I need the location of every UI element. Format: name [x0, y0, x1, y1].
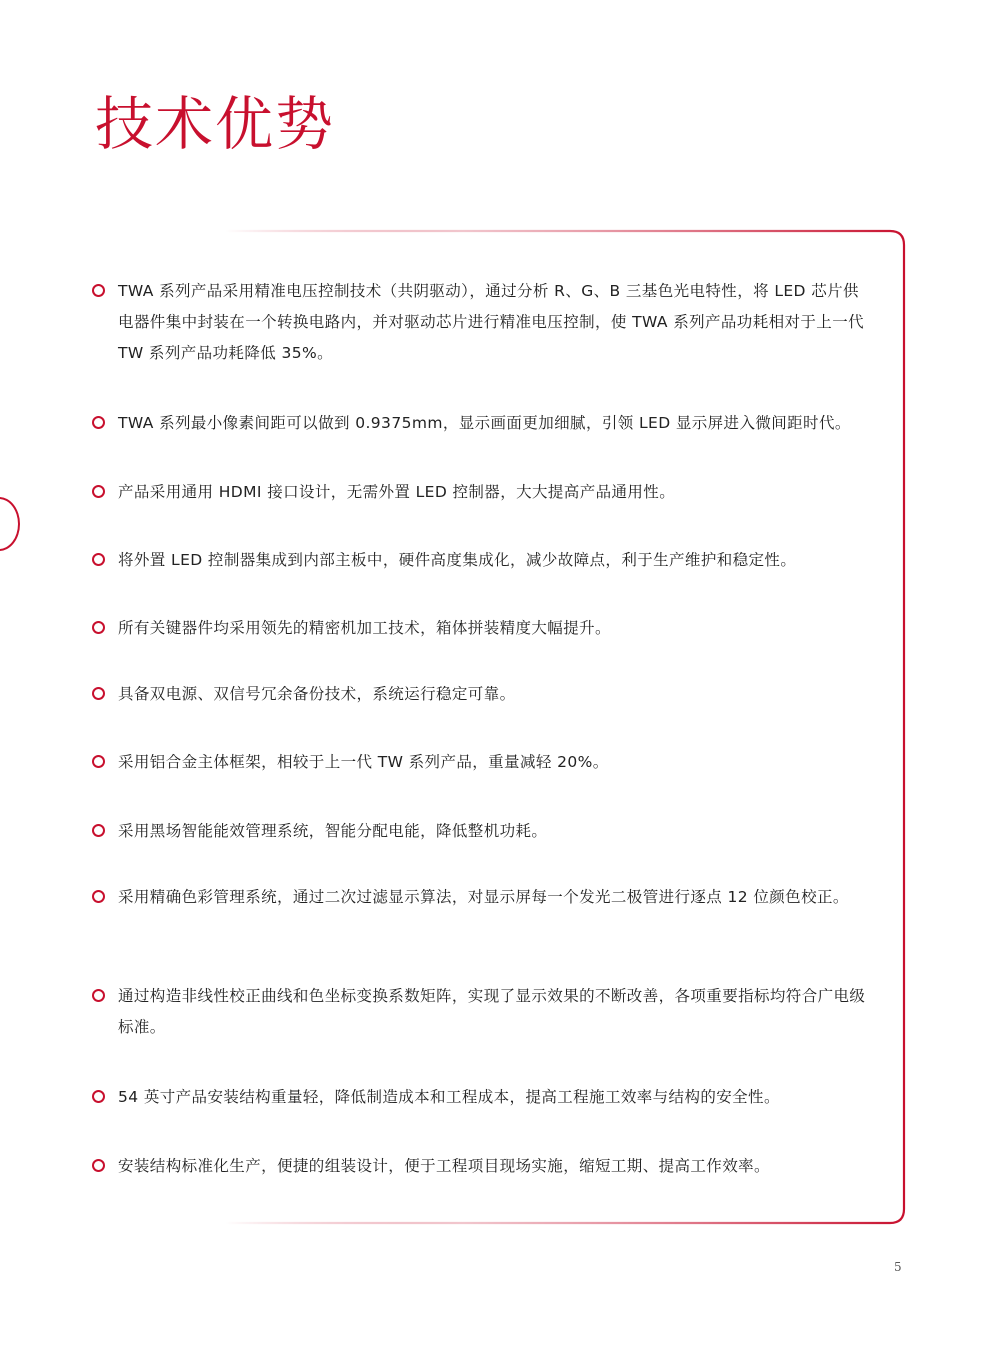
list-item-text: 具备双电源、双信号冗余备份技术，系统运行稳定可靠。	[118, 685, 516, 703]
list-item	[92, 981, 872, 1043]
circle-bullet-icon	[92, 687, 105, 700]
list-item	[92, 477, 872, 508]
circle-bullet-icon	[92, 755, 105, 768]
list-item	[92, 679, 872, 710]
list-item-text: TWA 系列产品采用精准电压控制技术（共阴驱动），通过分析 R、G、B 三基色光电特性，将 LED 芯片供电器件集中封装在一个转换电路内，并对驱动芯片进行精准电压控制，使 TWA 系列产品功耗相对于上一代 TW 系列产品功耗降低 35%。	[118, 282, 865, 362]
list-item	[92, 1151, 872, 1182]
circle-bullet-icon	[92, 621, 105, 634]
list-item-text: 54 英寸产品安装结构重量轻，降低制造成本和工程成本，提高工程施工效率与结构的安全性。	[118, 1088, 780, 1106]
list-item	[92, 408, 872, 439]
circle-bullet-icon	[92, 553, 105, 566]
list-item	[92, 545, 872, 576]
page-title: 技术优势	[95, 90, 336, 158]
list-item-text: 将外置 LED 控制器集成到内部主板中，硬件高度集成化，减少故障点，利于生产维护和稳定性。	[118, 551, 797, 569]
circle-bullet-icon	[92, 416, 105, 429]
list-item	[92, 747, 872, 778]
list-item-text: 所有关键器件均采用领先的精密机加工技术，箱体拼装精度大幅提升。	[118, 619, 611, 637]
list-item	[92, 276, 872, 369]
circle-bullet-icon	[92, 284, 105, 297]
list-item-text: 安装结构标准化生产，便捷的组装设计，便于工程项目现场实施，缩短工期、提高工作效率。	[118, 1157, 770, 1175]
list-item	[92, 882, 872, 913]
circle-bullet-icon	[92, 1090, 105, 1103]
page-number: 5	[894, 1260, 902, 1274]
circle-bullet-icon	[92, 485, 105, 498]
list-item-text: 采用精确色彩管理系统，通过二次过滤显示算法，对显示屏每一个发光二极管进行逐点 12 位颜色校正。	[118, 888, 849, 906]
list-item-text: TWA 系列最小像素间距可以做到 0.9375mm，显示画面更加细腻，引领 LED 显示屏进入微间距时代。	[118, 414, 851, 432]
list-item	[92, 1082, 872, 1113]
list-item	[92, 613, 872, 644]
list-item-text: 通过构造非线性校正曲线和色坐标变换系数矩阵，实现了显示效果的不断改善，各项重要指标均符合广电级标准。	[118, 987, 866, 1036]
list-item	[92, 816, 872, 847]
circle-bullet-icon	[92, 1159, 105, 1172]
list-item-text: 产品采用通用 HDMI 接口设计，无需外置 LED 控制器，大大提高产品通用性。	[118, 483, 676, 501]
circle-bullet-icon	[92, 824, 105, 837]
circle-bullet-icon	[92, 989, 105, 1002]
list-item-text: 采用黑场智能能效管理系统，智能分配电能，降低整机功耗。	[118, 822, 548, 840]
circle-bullet-icon	[92, 890, 105, 903]
list-item-text: 采用铝合金主体框架，相较于上一代 TW 系列产品，重量减轻 20%。	[118, 753, 609, 771]
